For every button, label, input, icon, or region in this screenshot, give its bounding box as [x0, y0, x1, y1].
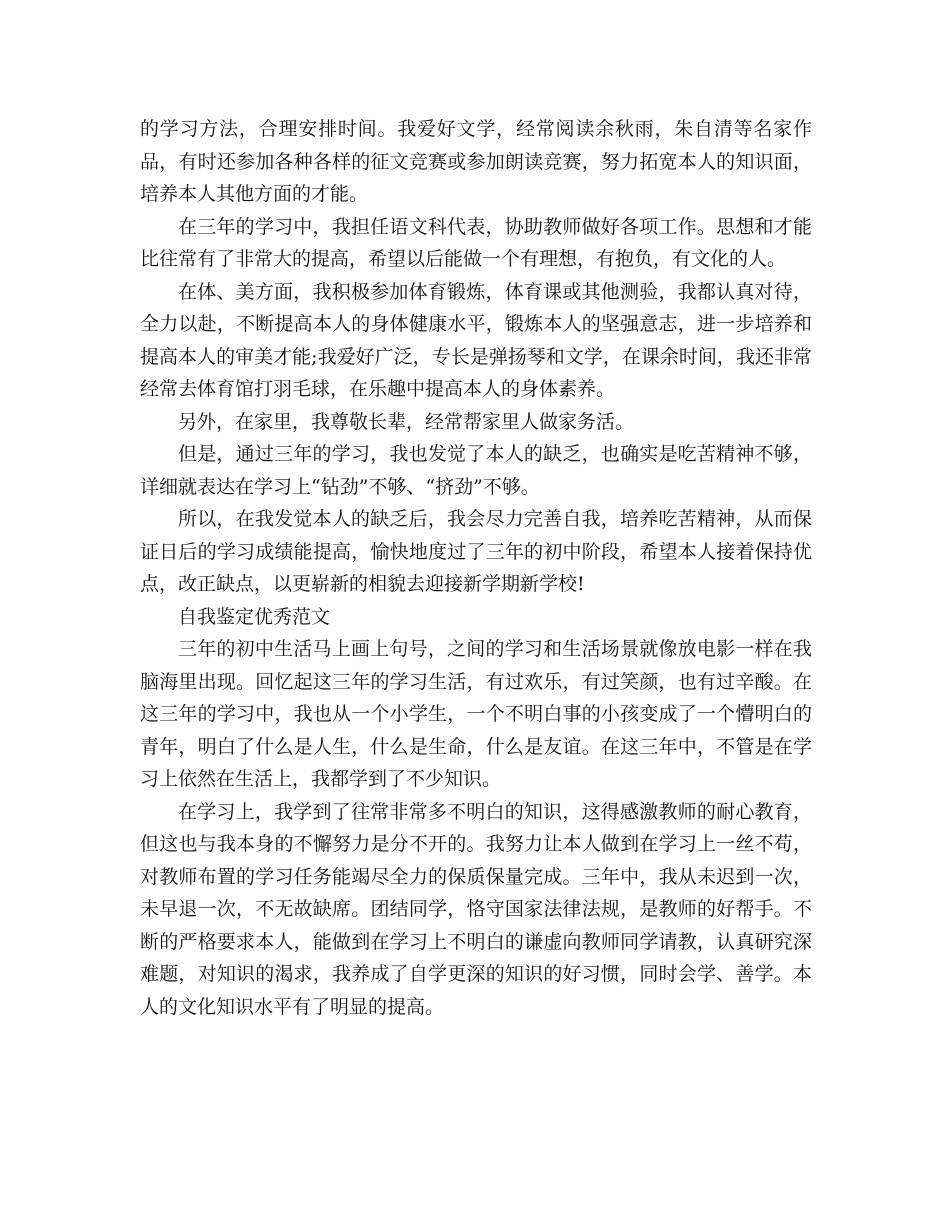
paragraph-study-methods: 的学习方法，合理安排时间。我爱好文学，经常阅读余秋雨，朱自清等名家作品，有时还参加各种各样的征文竞赛或参加朗读竞赛，努力拓宽本人的知识面，培养本人其他方面的才能。: [140, 118, 812, 205]
paragraph-three-years: 三年的初中生活马上画上句号，之间的学习和生活场景就像放电影一样在我脑海里出现。回忆起这三年的学习生活，有过欢乐，有过笑颜，也有过辛酸。在这三年的学习中，我也从一个小学生，一个不明白事的小孩变成了一个懵明白的青年，明白了什么是人生，什么是生命，什么是友谊。在这三年中，不管是在学习上依然在生活上，我都学到了不少知识。: [140, 638, 812, 790]
paragraph-shortcomings: 但是，通过三年的学习，我也发觉了本人的缺乏，也确实是吃苦精神不够，详细就表达在学习上“钻劲”不够、“挤劲”不够。: [140, 443, 812, 498]
paragraph-home: 另外，在家里，我尊敬长辈，经常帮家里人做家务活。: [178, 410, 635, 433]
section-heading: 自我鉴定优秀范文: [178, 605, 331, 628]
paragraph-improvement: 所以，在我发觉本人的缺乏后，我会尽力完善自我，培养吃苦精神，从而保证日后的学习成绩能提高，愉快地度过了三年的初中阶段，希望本人接着保持优点，改正缺点，以更崭新的相貌去迎接新学期新学校!: [140, 508, 812, 595]
paragraph-learning: 在学习上，我学到了往常非常多不明白的知识，这得感激教师的耐心教育，但这也与我本身的不懈努力是分不开的。我努力让本人做到在学习上一丝不苟，对教师布置的学习任务能竭尽全力的保质保量完成。三年中，我从未迟到一次，未早退一次，不无故缺席。团结同学，恪守国家法律法规，是教师的好帮手。不断的严格要求本人，能做到在学习上不明白的谦虚向教师同学请教，认真研究深难题，对知识的渴求，我养成了自学更深的知识的好习惯，同时会学、善学。本人的文化知识水平有了明显的提高。: [140, 800, 812, 1018]
paragraph-sports-arts: 在体、美方面，我积极参加体育锻炼，体育课或其他测验，我都认真对待，全力以赴，不断提高本人的身体健康水平，锻炼本人的坚强意志，进一步培养和提高本人的审美才能;我爱好广泛，专长是弹扬琴和文学，在课余时间，我还非常经常去体育馆打羽毛球，在乐趣中提高本人的身体素养。: [140, 280, 812, 400]
paragraph-chinese-rep: 在三年的学习中，我担任语文科代表，协助教师做好各项工作。思想和才能比往常有了非常大的提高，希望以后能做一个有理想，有抱负，有文化的人。: [140, 215, 812, 270]
document-body: [140, 113, 812, 1023]
